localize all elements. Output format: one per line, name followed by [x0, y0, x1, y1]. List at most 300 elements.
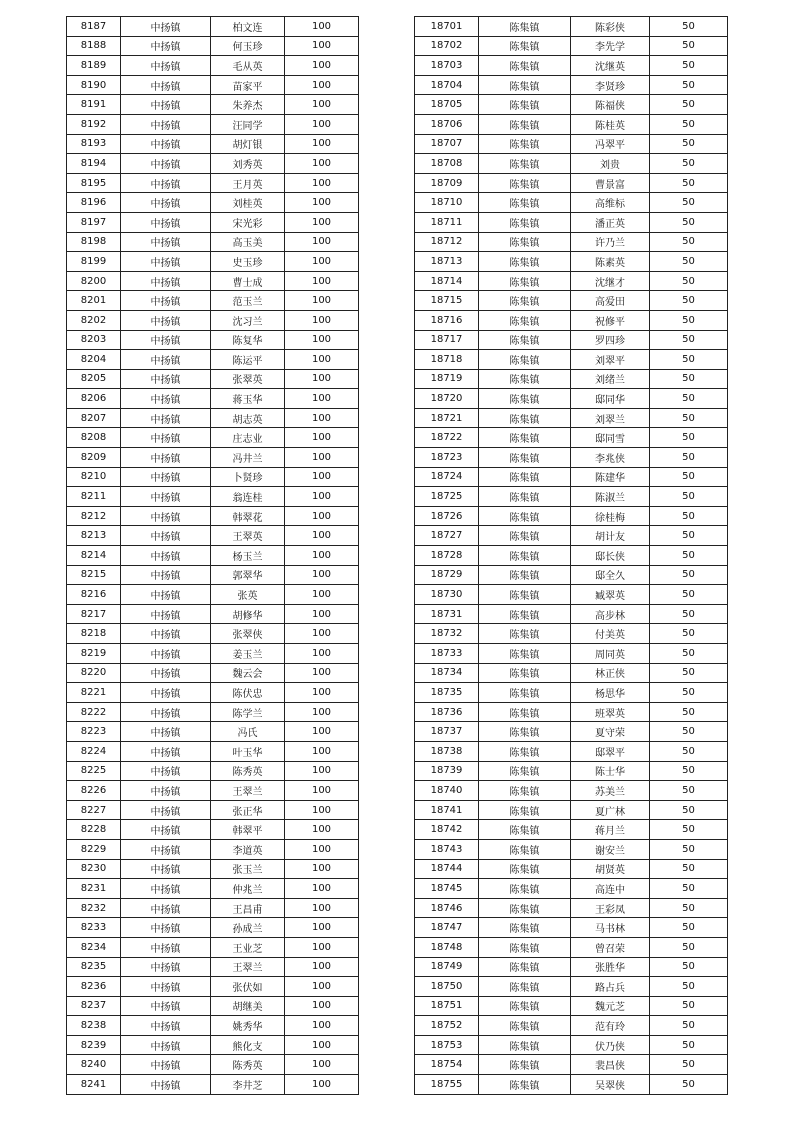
row-number-cell: 8227 — [67, 800, 121, 820]
town-cell: 中扬镇 — [121, 114, 211, 134]
row-number-cell: 8236 — [67, 977, 121, 997]
name-cell: 班翠英 — [571, 702, 650, 722]
amount-cell: 100 — [285, 95, 359, 115]
name-cell: 张玉兰 — [211, 859, 285, 879]
amount-cell: 50 — [650, 937, 728, 957]
table-row — [67, 879, 359, 899]
amount-cell: 100 — [285, 448, 359, 468]
table-row — [415, 957, 728, 977]
table-row — [415, 898, 728, 918]
row-number-cell: 18709 — [415, 173, 479, 193]
row-number-cell: 8201 — [67, 291, 121, 311]
table-row — [67, 193, 359, 213]
table-row — [415, 350, 728, 370]
amount-cell: 50 — [650, 428, 728, 448]
name-cell: 陈建华 — [571, 467, 650, 487]
row-number-cell: 18743 — [415, 839, 479, 859]
town-cell: 陈集镇 — [479, 291, 571, 311]
town-cell: 陈集镇 — [479, 663, 571, 683]
row-number-cell: 8200 — [67, 271, 121, 291]
amount-cell: 50 — [650, 781, 728, 801]
row-number-cell: 18753 — [415, 1035, 479, 1055]
town-cell: 陈集镇 — [479, 350, 571, 370]
name-cell: 范有玲 — [571, 1016, 650, 1036]
town-cell: 陈集镇 — [479, 467, 571, 487]
amount-cell: 100 — [285, 114, 359, 134]
amount-cell: 100 — [285, 722, 359, 742]
name-cell: 沈继才 — [571, 271, 650, 291]
amount-cell: 100 — [285, 36, 359, 56]
town-cell: 陈集镇 — [479, 56, 571, 76]
name-cell: 裴昌侠 — [571, 1055, 650, 1075]
amount-cell: 100 — [285, 879, 359, 899]
town-cell: 陈集镇 — [479, 820, 571, 840]
town-cell: 陈集镇 — [479, 1055, 571, 1075]
name-cell: 陈素英 — [571, 252, 650, 272]
name-cell: 夏守荣 — [571, 722, 650, 742]
name-cell: 路占兵 — [571, 977, 650, 997]
row-number-cell: 8187 — [67, 17, 121, 37]
town-cell: 中扬镇 — [121, 741, 211, 761]
table-row — [415, 683, 728, 703]
name-cell: 高爱田 — [571, 291, 650, 311]
amount-cell: 50 — [650, 193, 728, 213]
row-number-cell: 8239 — [67, 1035, 121, 1055]
row-number-cell: 18738 — [415, 741, 479, 761]
amount-cell: 50 — [650, 859, 728, 879]
table-row — [415, 448, 728, 468]
name-cell: 韩翠花 — [211, 506, 285, 526]
name-cell: 胡修华 — [211, 604, 285, 624]
name-cell: 邸全久 — [571, 565, 650, 585]
town-cell: 陈集镇 — [479, 546, 571, 566]
row-number-cell: 8225 — [67, 761, 121, 781]
name-cell: 曹士成 — [211, 271, 285, 291]
table-row — [67, 56, 359, 76]
row-number-cell: 8212 — [67, 506, 121, 526]
amount-cell: 50 — [650, 683, 728, 703]
table-row — [67, 291, 359, 311]
town-cell: 陈集镇 — [479, 800, 571, 820]
name-cell: 郭翠华 — [211, 565, 285, 585]
amount-cell: 50 — [650, 448, 728, 468]
amount-cell: 50 — [650, 565, 728, 585]
table-row — [67, 448, 359, 468]
row-number-cell: 8240 — [67, 1055, 121, 1075]
row-number-cell: 8219 — [67, 644, 121, 664]
town-cell: 中扬镇 — [121, 761, 211, 781]
amount-cell: 50 — [650, 56, 728, 76]
name-cell: 陈桂英 — [571, 114, 650, 134]
town-cell: 陈集镇 — [479, 526, 571, 546]
town-cell: 中扬镇 — [121, 36, 211, 56]
town-cell: 陈集镇 — [479, 212, 571, 232]
row-number-cell: 18740 — [415, 781, 479, 801]
name-cell: 陈福侠 — [571, 95, 650, 115]
name-cell: 李贤珍 — [571, 75, 650, 95]
amount-cell: 50 — [650, 1016, 728, 1036]
name-cell: 柏文连 — [211, 17, 285, 37]
name-cell: 冯翠平 — [571, 134, 650, 154]
row-number-cell: 8241 — [67, 1075, 121, 1095]
table-row — [67, 820, 359, 840]
town-cell: 中扬镇 — [121, 212, 211, 232]
amount-cell: 50 — [650, 36, 728, 56]
amount-cell: 100 — [285, 291, 359, 311]
row-number-cell: 8210 — [67, 467, 121, 487]
row-number-cell: 18749 — [415, 957, 479, 977]
name-cell: 蒋玉华 — [211, 389, 285, 409]
table-row — [415, 173, 728, 193]
row-number-cell: 8198 — [67, 232, 121, 252]
table-row — [67, 330, 359, 350]
town-cell: 中扬镇 — [121, 310, 211, 330]
town-cell: 中扬镇 — [121, 859, 211, 879]
amount-cell: 50 — [650, 154, 728, 174]
town-cell: 陈集镇 — [479, 506, 571, 526]
amount-cell: 50 — [650, 604, 728, 624]
town-cell: 陈集镇 — [479, 1035, 571, 1055]
row-number-cell: 18721 — [415, 408, 479, 428]
table-row — [67, 487, 359, 507]
row-number-cell: 18750 — [415, 977, 479, 997]
table-row — [67, 114, 359, 134]
town-cell: 陈集镇 — [479, 839, 571, 859]
amount-cell: 50 — [650, 879, 728, 899]
table-row — [415, 937, 728, 957]
row-number-cell: 18720 — [415, 389, 479, 409]
row-number-cell: 18742 — [415, 820, 479, 840]
amount-cell: 50 — [650, 741, 728, 761]
name-cell: 叶玉华 — [211, 741, 285, 761]
table-row — [415, 918, 728, 938]
table-row — [67, 17, 359, 37]
row-number-cell: 18745 — [415, 879, 479, 899]
table-row — [67, 526, 359, 546]
row-number-cell: 18711 — [415, 212, 479, 232]
name-cell: 胡继美 — [211, 996, 285, 1016]
town-cell: 中扬镇 — [121, 839, 211, 859]
amount-cell: 100 — [285, 1016, 359, 1036]
row-number-cell: 18752 — [415, 1016, 479, 1036]
name-cell: 朱养杰 — [211, 95, 285, 115]
amount-cell: 100 — [285, 526, 359, 546]
town-cell: 中扬镇 — [121, 408, 211, 428]
name-cell: 胡计友 — [571, 526, 650, 546]
table-row — [415, 604, 728, 624]
table-row — [415, 193, 728, 213]
town-cell: 陈集镇 — [479, 17, 571, 37]
amount-cell: 50 — [650, 761, 728, 781]
amount-cell: 100 — [285, 408, 359, 428]
row-number-cell: 18728 — [415, 546, 479, 566]
amount-cell: 100 — [285, 683, 359, 703]
table-row — [67, 1035, 359, 1055]
table-row — [67, 252, 359, 272]
row-number-cell: 18733 — [415, 644, 479, 664]
table-row — [67, 957, 359, 977]
town-cell: 陈集镇 — [479, 389, 571, 409]
amount-cell: 100 — [285, 1075, 359, 1095]
name-cell: 邸同华 — [571, 389, 650, 409]
table-row — [415, 761, 728, 781]
amount-cell: 50 — [650, 310, 728, 330]
amount-cell: 50 — [650, 114, 728, 134]
table-row — [67, 408, 359, 428]
town-cell: 陈集镇 — [479, 761, 571, 781]
table-row — [415, 487, 728, 507]
name-cell: 刘秀英 — [211, 154, 285, 174]
row-number-cell: 18725 — [415, 487, 479, 507]
name-cell: 陈学兰 — [211, 702, 285, 722]
amount-cell: 50 — [650, 722, 728, 742]
row-number-cell: 8214 — [67, 546, 121, 566]
name-cell: 王业芝 — [211, 937, 285, 957]
town-cell: 陈集镇 — [479, 408, 571, 428]
row-number-cell: 8188 — [67, 36, 121, 56]
amount-cell: 50 — [650, 526, 728, 546]
name-cell: 蒋月兰 — [571, 820, 650, 840]
row-number-cell: 8190 — [67, 75, 121, 95]
row-number-cell: 8196 — [67, 193, 121, 213]
table-row — [415, 1035, 728, 1055]
town-cell: 中扬镇 — [121, 428, 211, 448]
row-number-cell: 8230 — [67, 859, 121, 879]
name-cell: 苏美兰 — [571, 781, 650, 801]
amount-cell: 100 — [285, 761, 359, 781]
table-row — [67, 741, 359, 761]
row-number-cell: 8237 — [67, 996, 121, 1016]
table-row — [415, 506, 728, 526]
town-cell: 中扬镇 — [121, 448, 211, 468]
town-cell: 陈集镇 — [479, 95, 571, 115]
row-number-cell: 18719 — [415, 369, 479, 389]
row-number-cell: 18737 — [415, 722, 479, 742]
amount-cell: 100 — [285, 663, 359, 683]
row-number-cell: 8193 — [67, 134, 121, 154]
town-cell: 中扬镇 — [121, 722, 211, 742]
amount-cell: 50 — [650, 212, 728, 232]
town-cell: 陈集镇 — [479, 1016, 571, 1036]
town-cell: 中扬镇 — [121, 350, 211, 370]
table-row — [415, 526, 728, 546]
name-cell: 胡志英 — [211, 408, 285, 428]
table-row — [415, 977, 728, 997]
row-number-cell: 8194 — [67, 154, 121, 174]
name-cell: 潘正英 — [571, 212, 650, 232]
table-row — [67, 310, 359, 330]
name-cell: 姚秀华 — [211, 1016, 285, 1036]
town-cell: 陈集镇 — [479, 193, 571, 213]
town-cell: 中扬镇 — [121, 467, 211, 487]
table-row — [415, 1016, 728, 1036]
table-row — [67, 173, 359, 193]
amount-cell: 100 — [285, 702, 359, 722]
table-row — [415, 369, 728, 389]
row-number-cell: 8221 — [67, 683, 121, 703]
name-cell: 刘桂英 — [211, 193, 285, 213]
town-cell: 陈集镇 — [479, 369, 571, 389]
table-row — [67, 722, 359, 742]
name-cell: 汪同学 — [211, 114, 285, 134]
name-cell: 仲兆兰 — [211, 879, 285, 899]
table-row — [67, 1075, 359, 1095]
name-cell: 胡灯银 — [211, 134, 285, 154]
town-cell: 中扬镇 — [121, 604, 211, 624]
table-row — [415, 585, 728, 605]
town-cell: 中扬镇 — [121, 369, 211, 389]
row-number-cell: 18723 — [415, 448, 479, 468]
name-cell: 杨思华 — [571, 683, 650, 703]
town-cell: 中扬镇 — [121, 173, 211, 193]
name-cell: 陈士华 — [571, 761, 650, 781]
name-cell: 祝修平 — [571, 310, 650, 330]
town-cell: 中扬镇 — [121, 487, 211, 507]
amount-cell: 100 — [285, 252, 359, 272]
row-number-cell: 8238 — [67, 1016, 121, 1036]
row-number-cell: 8228 — [67, 820, 121, 840]
row-number-cell: 18717 — [415, 330, 479, 350]
town-cell: 中扬镇 — [121, 1035, 211, 1055]
amount-cell: 50 — [650, 291, 728, 311]
amount-cell: 100 — [285, 487, 359, 507]
name-cell: 陈彩侠 — [571, 17, 650, 37]
amount-cell: 50 — [650, 977, 728, 997]
row-number-cell: 8211 — [67, 487, 121, 507]
amount-cell: 100 — [285, 389, 359, 409]
table-row — [415, 212, 728, 232]
table-row — [67, 428, 359, 448]
table-row — [67, 937, 359, 957]
table-row — [67, 389, 359, 409]
town-cell: 陈集镇 — [479, 722, 571, 742]
name-cell: 李兆侠 — [571, 448, 650, 468]
table-row — [415, 134, 728, 154]
amount-cell: 50 — [650, 996, 728, 1016]
row-number-cell: 8209 — [67, 448, 121, 468]
amount-cell: 100 — [285, 506, 359, 526]
amount-cell: 50 — [650, 663, 728, 683]
name-cell: 刘翠兰 — [571, 408, 650, 428]
name-cell: 许乃兰 — [571, 232, 650, 252]
amount-cell: 50 — [650, 17, 728, 37]
amount-cell: 100 — [285, 546, 359, 566]
table-row — [67, 350, 359, 370]
row-number-cell: 8207 — [67, 408, 121, 428]
row-number-cell: 8216 — [67, 585, 121, 605]
name-cell: 谢安兰 — [571, 839, 650, 859]
amount-cell: 100 — [285, 56, 359, 76]
row-number-cell: 8223 — [67, 722, 121, 742]
town-cell: 中扬镇 — [121, 898, 211, 918]
name-cell: 邸长侠 — [571, 546, 650, 566]
amount-cell: 100 — [285, 212, 359, 232]
name-cell: 张翠侠 — [211, 624, 285, 644]
table-row — [67, 36, 359, 56]
table-row — [415, 330, 728, 350]
row-number-cell: 8206 — [67, 389, 121, 409]
amount-cell: 50 — [650, 232, 728, 252]
table-row — [67, 781, 359, 801]
town-cell: 陈集镇 — [479, 741, 571, 761]
amount-cell: 50 — [650, 95, 728, 115]
amount-cell: 100 — [285, 17, 359, 37]
row-number-cell: 18724 — [415, 467, 479, 487]
row-number-cell: 18736 — [415, 702, 479, 722]
town-cell: 中扬镇 — [121, 937, 211, 957]
name-cell: 陈复华 — [211, 330, 285, 350]
town-cell: 陈集镇 — [479, 604, 571, 624]
amount-cell: 100 — [285, 800, 359, 820]
amount-cell: 100 — [285, 75, 359, 95]
table-row — [67, 232, 359, 252]
name-cell: 翁连桂 — [211, 487, 285, 507]
town-cell: 陈集镇 — [479, 585, 571, 605]
town-cell: 中扬镇 — [121, 193, 211, 213]
table-row — [415, 56, 728, 76]
amount-cell: 100 — [285, 330, 359, 350]
amount-cell: 100 — [285, 134, 359, 154]
row-number-cell: 8234 — [67, 937, 121, 957]
town-cell: 中扬镇 — [121, 271, 211, 291]
roster-table-right — [414, 16, 728, 1095]
row-number-cell: 8226 — [67, 781, 121, 801]
town-cell: 中扬镇 — [121, 252, 211, 272]
name-cell: 刘翠平 — [571, 350, 650, 370]
town-cell: 陈集镇 — [479, 114, 571, 134]
row-number-cell: 8217 — [67, 604, 121, 624]
town-cell: 中扬镇 — [121, 134, 211, 154]
row-number-cell: 8202 — [67, 310, 121, 330]
row-number-cell: 8224 — [67, 741, 121, 761]
town-cell: 陈集镇 — [479, 702, 571, 722]
table-row — [67, 644, 359, 664]
name-cell: 冯氏 — [211, 722, 285, 742]
table-row — [415, 75, 728, 95]
name-cell: 林正侠 — [571, 663, 650, 683]
table-row — [415, 565, 728, 585]
name-cell: 沈继英 — [571, 56, 650, 76]
name-cell: 熊化支 — [211, 1035, 285, 1055]
name-cell: 张胜华 — [571, 957, 650, 977]
row-number-cell: 8192 — [67, 114, 121, 134]
amount-cell: 50 — [650, 957, 728, 977]
amount-cell: 50 — [650, 585, 728, 605]
town-cell: 陈集镇 — [479, 644, 571, 664]
town-cell: 陈集镇 — [479, 683, 571, 703]
row-number-cell: 18701 — [415, 17, 479, 37]
table-row — [415, 232, 728, 252]
name-cell: 罗四珍 — [571, 330, 650, 350]
row-number-cell: 18713 — [415, 252, 479, 272]
amount-cell: 50 — [650, 820, 728, 840]
name-cell: 高玉美 — [211, 232, 285, 252]
amount-cell: 50 — [650, 389, 728, 409]
table-row — [67, 212, 359, 232]
table-row — [415, 879, 728, 899]
amount-cell: 100 — [285, 820, 359, 840]
table-row — [67, 604, 359, 624]
table-row — [67, 75, 359, 95]
table-row — [415, 114, 728, 134]
town-cell: 陈集镇 — [479, 977, 571, 997]
town-cell: 陈集镇 — [479, 330, 571, 350]
amount-cell: 100 — [285, 741, 359, 761]
town-cell: 中扬镇 — [121, 1055, 211, 1075]
table-row — [415, 663, 728, 683]
town-cell: 中扬镇 — [121, 232, 211, 252]
amount-cell: 100 — [285, 1035, 359, 1055]
